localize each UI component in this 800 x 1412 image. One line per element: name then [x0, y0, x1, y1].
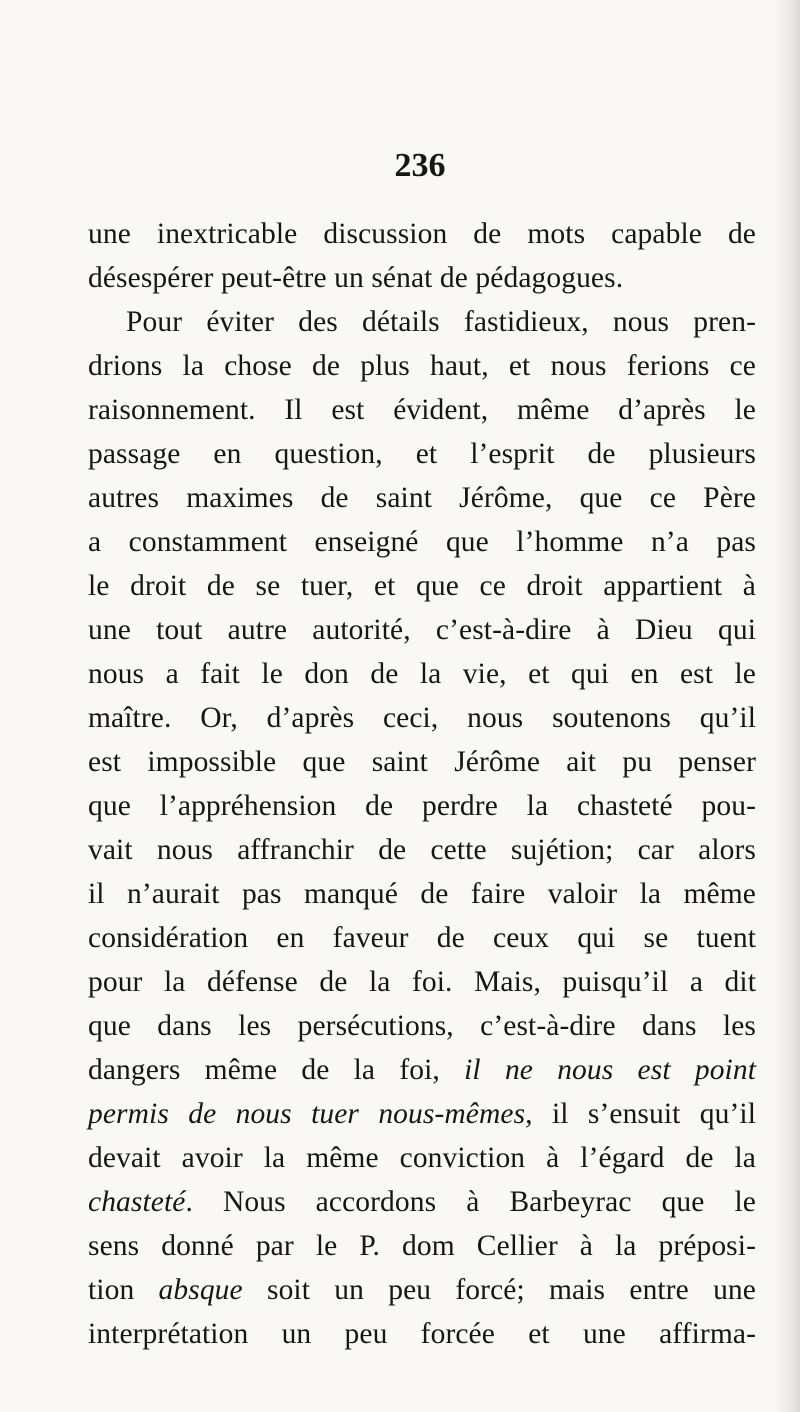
text-line: vait nous affranchir de cette sujétion; car alors: [88, 834, 756, 866]
text-line: que dans les persécutions, c’est-à-dire dans les: [88, 1010, 756, 1042]
text-line: sens donné par le P. dom Cellier à la préposi-: [88, 1230, 756, 1262]
text-line: a constamment enseigné que l’homme n’a pas: [88, 526, 756, 558]
paragraph-start-line: Pour éviter des détails fastidieux, nous pren-: [126, 306, 756, 338]
text-line: [88, 1092, 756, 1136]
text-line: interprétation un peu forcée et une affirma-: [88, 1318, 756, 1350]
text-line: il n’aurait pas manqué de faire valoir la même: [88, 878, 756, 910]
text-line: est impossible que saint Jérôme ait pu penser: [88, 746, 756, 778]
text-line: maître. Or, d’après ceci, nous soutenons qu’il: [88, 702, 756, 734]
text-run: tion: [88, 1274, 159, 1306]
page-edge-shadow: [774, 0, 800, 1412]
text-line: considération en faveur de ceux qui se tuent: [88, 922, 756, 954]
text-line: [88, 1268, 756, 1312]
text-line: que l’appréhension de perdre la chasteté pou-: [88, 790, 756, 822]
italic-run: chasteté: [88, 1186, 186, 1218]
text-line: drions la chose de plus haut, et nous ferions ce: [88, 350, 756, 382]
italic-run: absque: [158, 1274, 243, 1306]
text-line: autres maximes de saint Jérôme, que ce Père: [88, 482, 756, 514]
text-line: [88, 1180, 756, 1224]
text-line: une inextricable discussion de mots capable de: [88, 218, 756, 250]
text-line: le droit de se tuer, et que ce droit appartient à: [88, 570, 756, 602]
text-line: passage en question, et l’esprit de plusieurs: [88, 438, 756, 470]
text-line: [88, 1048, 756, 1092]
text-line: raisonnement. Il est évident, même d’après le: [88, 394, 756, 426]
text-run: dangers même de la foi,: [88, 1054, 465, 1086]
text-run: soit un peu forcé; mais entre une: [242, 1274, 756, 1306]
text-line: nous a fait le don de la vie, et qui en est le: [88, 658, 756, 690]
text-line: une tout autre autorité, c’est-à-dire à Dieu qui: [88, 614, 756, 646]
text-run: . Nous accordons à Barbeyrac que le: [185, 1186, 756, 1218]
text-line: devait avoir la même conviction à l’égard de la: [88, 1142, 756, 1174]
italic-run: il ne nous est point: [464, 1054, 756, 1086]
italic-run: permis de nous tuer nous-mêmes,: [88, 1098, 533, 1130]
text-line: désespérer peut-être un sénat de pédagogues.: [88, 262, 624, 294]
page-number: 236: [394, 147, 446, 184]
body-text: [88, 212, 756, 1356]
text-run: il s’ensuit qu’il: [532, 1098, 756, 1130]
text-line: pour la défense de la foi. Mais, puisqu’il a dit: [88, 966, 756, 998]
